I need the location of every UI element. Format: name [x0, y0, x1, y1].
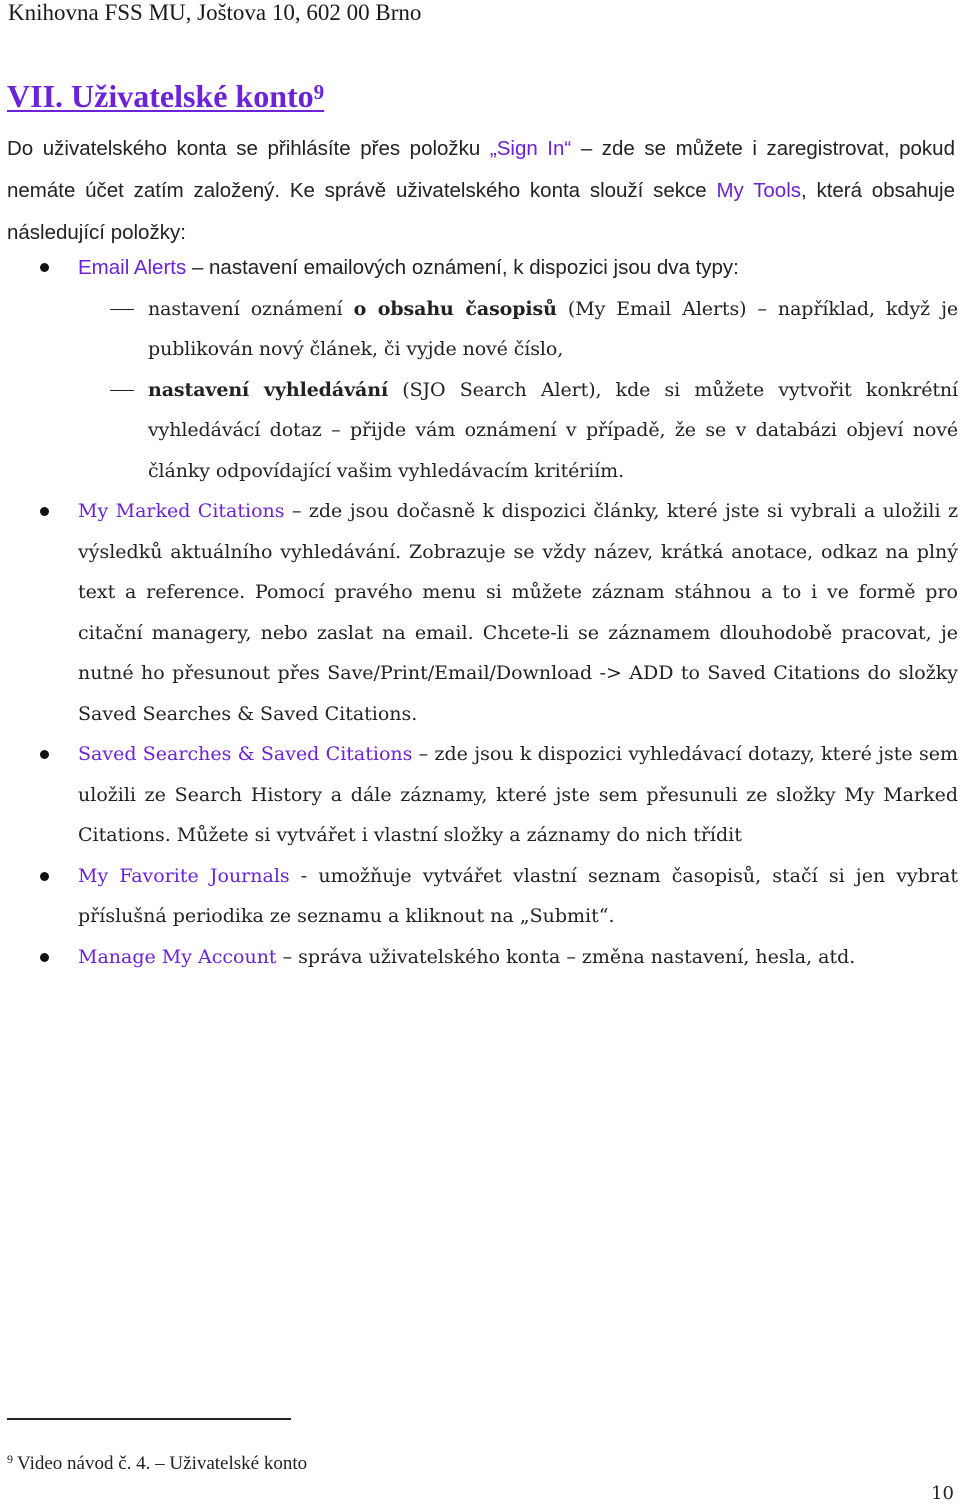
bullet-icon	[40, 750, 49, 759]
bullet-icon	[40, 953, 49, 962]
sign-in-link[interactable]: „Sign In“	[489, 137, 572, 160]
saved-searches-link[interactable]: Saved Searches & Saved Citations	[78, 743, 413, 765]
email-alerts-link[interactable]: Email Alerts	[78, 256, 187, 279]
footnote-number: 9	[7, 1452, 13, 1466]
sub-item-post: (SJO Search Alert), kde si můžete vytvořit konkrétní vyhledávácí dotaz – přijde vám oznámení v případě, že se v databázi objeví nové články odpovídající vašim vyhledávacím kritériím.	[148, 378, 958, 482]
marked-citations-link[interactable]: My Marked Citations	[78, 500, 285, 522]
list-item-email-alerts	[0, 248, 958, 289]
list-item-marked-citations	[0, 491, 958, 734]
footnote-ref[interactable]: 9	[313, 80, 325, 104]
my-tools-link[interactable]: My Tools	[716, 179, 802, 202]
list-item-text	[78, 491, 958, 734]
intro-text-2: – zde se můžete i zaregistrovat, pokud nemáte účet zatím založený. Ke správě uživatelského konta slouží sekce	[7, 137, 955, 202]
list-item-text	[78, 734, 958, 856]
dash-icon	[110, 390, 134, 392]
page-header: Knihovna FSS MU, Joštova 10, 602 00 Brno	[8, 0, 422, 25]
sub-item-post: (My Email Alerts) – například, když je publikován nový článek, či vyjde nové číslo,	[148, 297, 958, 360]
my-tools-list	[0, 248, 960, 977]
list-item-text	[78, 856, 958, 937]
marked-citations-description: – zde jsou dočasně k dispozici články, které jste si vybrali a uložili z výsledků aktuálního vyhledávání. Zobrazuje se vždy název, krátká anotace, odkaz na plný text a reference. Pomocí pravého menu si můžete záznam stáhnou a to i ve formě pro citační managery, nebo zaslat na email. Chcete-li se záznamem dlouhodobě pracovat, je nutné ho přesunout přes Save/Print/Email/Download -> ADD to Saved Citations do složky Saved Searches & Saved Citations.	[78, 500, 958, 725]
sub-item-journal-alerts	[0, 289, 958, 370]
section-heading[interactable]	[7, 72, 324, 116]
section-heading-text[interactable]: VII. Uživatelské konto	[7, 78, 314, 114]
list-item-manage-account	[0, 937, 958, 978]
sub-item-text	[148, 289, 958, 370]
sub-item-text	[148, 370, 958, 492]
email-alerts-description: – nastavení emailových oznámení, k dispozici jsou dva typy:	[186, 256, 739, 279]
intro-text-1: Do uživatelského konta se přihlásíte přes položku	[7, 137, 490, 160]
footnote	[7, 1447, 307, 1476]
dash-icon	[110, 309, 134, 311]
list-item-text	[78, 937, 958, 978]
list-item-favorite-journals	[0, 856, 958, 937]
sub-item-search-alerts	[0, 370, 958, 492]
manage-account-description: – správa uživatelského konta – změna nastavení, hesla, atd.	[276, 945, 856, 968]
intro-text-3: , která obsahuje následující položky:	[7, 179, 956, 244]
bullet-icon	[40, 872, 49, 881]
list-item-saved-searches	[0, 734, 958, 856]
page-number: 10	[931, 1483, 954, 1504]
sub-item-bold: nastavení vyhledávání	[148, 378, 389, 401]
favorite-journals-description: - umožňuje vytvářet vlastní seznam časopisů, stačí si jen vybrat příslušná periodika ze seznamu a kliknout na „Submit“.	[78, 864, 958, 927]
sub-item-pre: nastavení oznámení	[148, 297, 354, 320]
favorite-journals-link[interactable]: My Favorite Journals	[78, 864, 290, 887]
manage-account-link[interactable]: Manage My Account	[78, 945, 277, 968]
bullet-icon	[40, 263, 49, 272]
sub-item-bold: o obsahu časopisů	[353, 297, 557, 320]
list-item-text	[78, 248, 958, 289]
footnote-text: Video návod č. 4. – Uživatelské konto	[17, 1453, 308, 1474]
intro-paragraph	[7, 128, 955, 254]
bullet-icon	[40, 507, 49, 516]
footnote-separator	[7, 1418, 291, 1420]
saved-searches-description: – zde jsou k dispozici vyhledávací dotazy, které jste sem uložili ze Search History a dále záznamy, které jste sem přesunuli ze složky My Marked Citations. Můžete si vytvářet i vlastní složky a záznamy do nich třídit	[78, 743, 958, 846]
